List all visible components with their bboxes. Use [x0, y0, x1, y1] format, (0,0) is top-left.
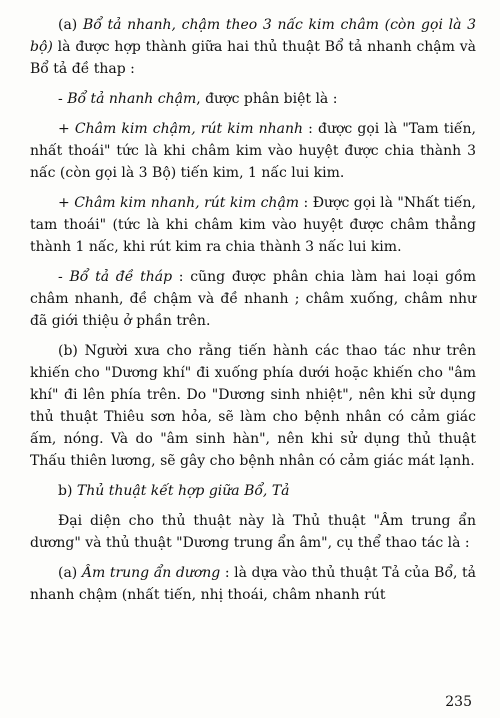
- paragraph-marker: +: [58, 121, 70, 137]
- paragraph-italic-heading: Châm kim chậm, rút kim nhanh: [74, 121, 304, 137]
- paragraph-marker: -: [58, 91, 63, 107]
- paragraph-italic-heading: Bổ tả nhanh chậm: [67, 91, 197, 107]
- paragraph-cham-kim-nhanh: [30, 192, 476, 258]
- section-heading-ket-hop-bo-ta: [30, 480, 476, 502]
- paragraph-text: : là dựa vào thủ thuật Tả của Bổ, tả nhanh chậm (nhất tiến, nhị thoái, châm nhanh rút: [30, 565, 477, 603]
- section-italic-heading: Thủ thuật kết hợp giữa Bổ, Tả: [76, 483, 290, 499]
- paragraph-am-trung-an-duong: [30, 562, 476, 606]
- paragraph-marker: +: [58, 195, 70, 211]
- paragraph-text: Người xưa cho rằng tiến hành các thao tác như trên khiến cho "Dương khí" đi xuống phía dưới hoặc khiến cho "âm khí" đi lên phía trên. Do "Dương sinh nhiệt", nên khi sử dụng thủ thuật Thiêu sơn hỏa, sẽ làm cho bệnh nhân có cảm giác ấm, nóng. Và do "âm sinh hàn", nên khi sử dụng thủ thuật Thấu thiên lương, sẽ gây cho bệnh nhân có cảm giác mát lạnh.: [30, 343, 476, 469]
- paragraph-dai-dien: [30, 510, 476, 554]
- paragraph-marker: (b): [58, 343, 78, 359]
- paragraph-text: : được gọi là "Tam tiến, nhất thoái" tức là khi châm kim vào huyệt được chia thành 3 nấc (còn gọi là 3 Bộ) tiến kim, 1 nấc lui kim.: [30, 121, 476, 181]
- paragraph-b-nguoi-xua: [30, 340, 476, 472]
- paragraph-marker: (a): [58, 17, 78, 33]
- paragraph-marker: -: [58, 269, 63, 285]
- page-number: 235: [445, 694, 472, 710]
- paragraph-text: là được hợp thành giữa hai thủ thuật Bổ tả nhanh chậm và Bổ tả đề thap :: [30, 39, 476, 77]
- paragraph-italic-heading: Châm kim nhanh, rút kim chậm: [74, 195, 300, 211]
- paragraph-text: Đại diện cho thủ thuật này là Thủ thuật "Âm trung ẩn dương" và thủ thuật "Dương trung ẩn âm", cụ thể thao tác là :: [30, 513, 476, 551]
- paragraph-bo-ta-de-thap: [30, 266, 476, 332]
- paragraph-text: : cũng được phân chia làm hai loại gồm châm nhanh, đề chậm và đề nhanh ; châm xuống, châm như đã giới thiệu ở phần trên.: [30, 269, 477, 329]
- paragraph-text: , được phân biệt là :: [196, 91, 338, 107]
- paragraph-italic-heading: Âm trung ẩn dương: [81, 565, 221, 581]
- paragraph-italic-heading: Bổ tả đề tháp: [69, 269, 173, 285]
- paragraph-text: : Được gọi là "Nhất tiến, tam thoái" (tức là khi châm kim vào huyệt được châm thẳng thành 1 nấc, khi rút kim ra chia thành 3 nấc lui kim.: [30, 195, 476, 255]
- paragraph-marker: (a): [58, 565, 78, 581]
- paragraph-a-bo-ta-3-nac: [30, 14, 476, 80]
- section-marker: b): [58, 483, 73, 499]
- paragraph-bo-ta-nhanh-cham: [30, 88, 476, 110]
- paragraph-cham-kim-cham: [30, 118, 476, 184]
- paragraph-italic-heading: Bổ tả nhanh, chậm theo 3 nấc kim châm (còn gọi là 3 bộ): [30, 17, 477, 55]
